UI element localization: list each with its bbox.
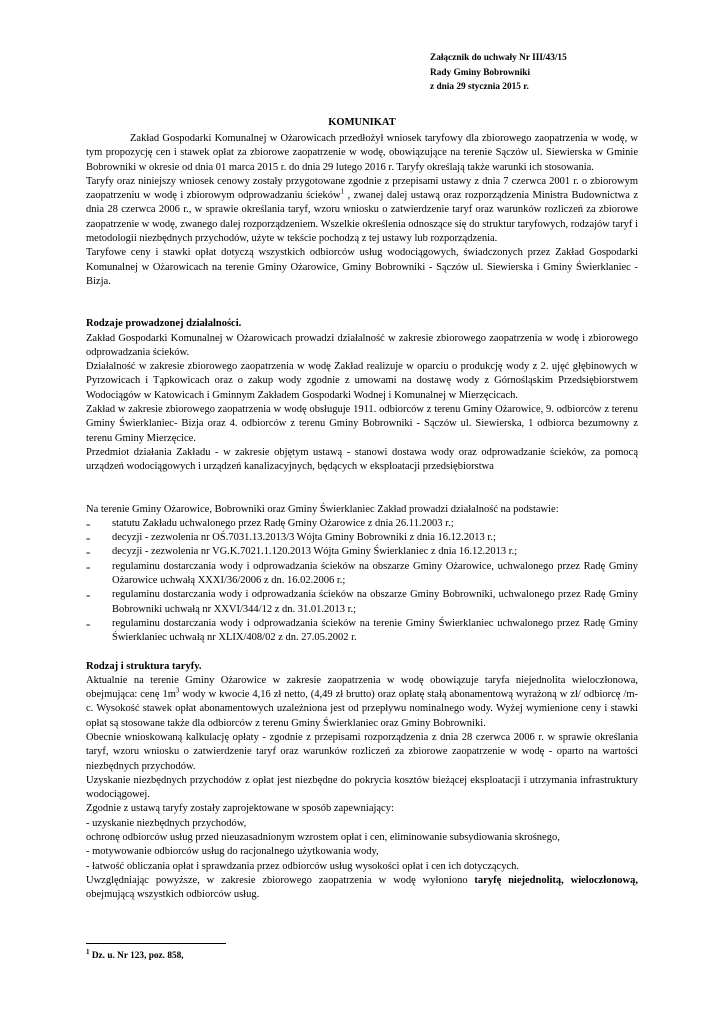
section2-p1-text-b: wody w kwocie 4,16 zł netto, (4,49 zł brutto) oraz opłatę stałą abonamentową wyrażoną w zł/ odbiorcę /m-c. Wysokość stawek opłat abonamentowych uzależniona jest od przepływu nominalnego wody. Wyżej wymienione ceny i stawki opłat są stosowane także dla odbiorców z terenu Gminy Świerklaniec oraz Gminy Bobrowniki. bbox=[86, 689, 638, 729]
intro-paragraph-3: Taryfowe ceny i stawki opłat dotyczą wszystkich odbiorców usług wodociągowych, świadczonych przez Zakład Gospodarki Komunalnej w Ożarowicach na terenie Gminy Ożarowice, Gminy Bobrowniki - Sączów ul. Siewierska i Gminy Świerklaniec - Bizja. bbox=[86, 247, 638, 287]
header-line-3: z dnia 29 stycznia 2015 r. bbox=[430, 82, 529, 92]
section1-paragraph-1: Zakład Gospodarki Komunalnej w Ożarowicach prowadzi działalność w zakresie zbiorowego zaopatrzenia w wodę i zbiorowego odprowadzania ścieków. bbox=[86, 332, 638, 358]
section2-paragraph-5 bbox=[86, 874, 638, 903]
section2-list-line: - uzyskanie niezbędnych przychodów, bbox=[86, 817, 247, 829]
basis-item: - regulaminu dostarczania wody i odprowadzania ścieków na obszarze Gminy Bobrowniki, uchwalonego przez Radę Gminy Bobrowniki uchwałą nr XXVI/344/12 z dn. 31.01.2013 r.; bbox=[86, 587, 638, 615]
section2-list-line: - motywowanie odbiorców usług do racjonalnego użytkowania wody, bbox=[86, 846, 379, 858]
intro-p2-text-a: Taryfy oraz niniejszy wniosek cenowy zostały przygotowane zgodnie z przepisami ustawy z dnia 7 czerwca 2001 r. o zbiorowym zaopatrzeniu w wodę i zbiorowym odprowadzaniu ścieków bbox=[86, 175, 638, 202]
section2-paragraph-3: Uzyskanie niezbędnych przychodów z opłat jest niezbędne do pokrycia kosztów bieżącej eksploatacji i utrzymania infrastruktury wodociągowej. bbox=[86, 774, 638, 801]
section1-paragraph-3: Zakład w zakresie zbiorowego zaopatrzenia w wodę obsługuje 1911. odbiorców z terenu Gminy Ożarowice, 9. odbiorców z terenu Gminy Świerklaniec- Bizja oraz 4. odbiorców z terenu Gminy Bobrowniki - Sączów ul. Siewierska, 1 odbiorca bezumowny z terenu Gminy Mierzęcice. bbox=[86, 404, 638, 444]
section2-p1-text-a: Aktualnie na terenie Gminy Ożarowice w zakresie zaopatrzenia w wodę obowiązuje taryfa niejednolita wieloczłonowa, obejmująca: cenę 1m bbox=[86, 674, 638, 701]
basis-item: - decyzji - zezwolenia nr OŚ.7031.13.2013/3 Wójta Gminy Bobrowniki z dnia 16.12.2013 r.; bbox=[86, 530, 496, 546]
section2-list-line: - łatwość obliczania opłat i sprawdzania przez odbiorców usług wysokości opłat i cen ich dotyczących. bbox=[86, 860, 519, 872]
footnote-separator bbox=[86, 943, 226, 944]
header-line-2: Rady Gminy Bobrowniki bbox=[430, 67, 531, 78]
intro-paragraph-2 bbox=[86, 175, 638, 246]
basis-item: - decyzji - zezwolenia nr VG.K.7021.1.120.2013 Wójta Gminy Świerklaniec z dnia 16.12.2013 r.; bbox=[86, 544, 518, 560]
section2-heading: Rodzaj i struktura taryfy. bbox=[86, 660, 202, 672]
cubic-superscript: 3 bbox=[175, 686, 180, 695]
footnote-ref: 1 bbox=[340, 187, 345, 196]
footnote-text: Dz. u. Nr 123, poz. 858, bbox=[89, 951, 184, 961]
section2-paragraph-4: Zgodnie z ustawą taryfy zostały zaprojektowane w sposób zapewniający: bbox=[86, 803, 394, 815]
basis-item: - regulaminu dostarczania wody i odprowadzania ścieków na terenie Gminy Świerklaniec uchwalonego przez Radę Gminy Świerklaniec uchwałą nr XLIX/408/02 z dn. 27.05.2002 r. bbox=[86, 615, 638, 644]
section2-p5-bold: taryfę niejednolitą, wieloczłonową, bbox=[474, 874, 638, 886]
footnote bbox=[86, 947, 184, 961]
intro-p2-text-b: , zwanej dalej ustawą oraz rozporządzenia Ministra Budownictwa z dnia 28 czerwca 2006 r., w sprawie określania taryf, wzoru wniosku o zatwierdzenie taryf oraz warunków rozliczeń za zbiorowe zaopatrzenie w wodę, zwanego dalej rozporządzeniem. Wszelkie określenia odnoszące się do struktur taryfowych, rodzajów taryf i metodologii niezbędnych przychodów, użyte w tekście pochodzą z tej ustawy lub rozporządzenia. bbox=[86, 190, 638, 245]
basis-item: - statutu Zakładu uchwalonego przez Radę Gminy Ożarowice z dnia 26.11.2003 r.; bbox=[86, 515, 454, 531]
basis-item: - regulaminu dostarczania wody i odprowadzania ścieków na obszarze Gminy Ożarowice, uchwalonego przez Radę Gminy Ożarowice uchwałą XXXI/36/2006 z dn. 16.02.2006 r.; bbox=[86, 558, 638, 587]
document-title: KOMUNIKAT bbox=[328, 117, 396, 128]
section2-p5-text-b: obejmującą wszystkich odbiorców usług. bbox=[86, 889, 260, 901]
section2-paragraph-2: Obecnie wnioskowaną kalkulację opłaty - zgodnie z przepisami rozporządzenia z dnia 28 czerwca 2006 r. w sprawie określania taryf, wzoru wniosku o zatwierdzenie taryf oraz warunków rozliczeń za zbiorowe zaopatrzenie w wodę - oparto na wartości niezbędnych przychodów. bbox=[86, 731, 638, 772]
section2-list-line: ochronę odbiorców usług przed nieuzasadnionym wzrostem opłat i cen, eliminowanie subsydiowania skrośnego, bbox=[86, 832, 560, 844]
footnote-number: 1 bbox=[86, 947, 90, 956]
section1-paragraph-2: Działalność w zakresie zbiorowego zaopatrzenia w wodę Zakład realizuje w oparciu o produkcję wody z 2. ujęć głębinowych w Pyrzowicach i Tąpkowicach oraz o zakup wody zgodnie z umowami na dostawę wody z Górnośląskim Przedsiębiorstwem Wodociągów w Katowicach i Gminnym Zakładem Gospodarki Wodnej i Komunalnej w Mierzęcicach. bbox=[86, 361, 638, 401]
intro-paragraph-1: Zakład Gospodarki Komunalnej w Ożarowicach przedłożył wniosek taryfowy dla zbiorowego zaopatrzenia w wodę, w tym propozycję cen i stawek opłat za zbiorowe zaopatrzenie w wodę, obowiązujące na terenie Sączów ul. Siewierska w Gminie Bobrowniki w okresie od dnia 01 marca 2015 r. do dnia 29 lutego 2016 r. Taryfy określają także warunki ich stosowania. bbox=[86, 133, 638, 173]
section1-paragraph-4: Przedmiot działania Zakładu - w zakresie objętym ustawą - stanowi dostawa wody oraz odprowadzanie ścieków, za pomocą urządzeń wodociągowych i urządzeń kanalizacyjnych, będących w eksploatacji przedsiębiorstwa bbox=[86, 446, 638, 473]
section1-heading: Rodzaje prowadzonej działalności. bbox=[86, 318, 242, 330]
attachment-header bbox=[430, 51, 567, 95]
document-body bbox=[86, 132, 638, 903]
section2-p5-text-a: Uwzględniając powyższe, w zakresie zbiorowego zaopatrzenia w wodę wyłoniono bbox=[86, 874, 475, 886]
header-line-1: Załącznik do uchwały Nr III/43/15 bbox=[430, 53, 567, 63]
basis-intro: Na terenie Gminy Ożarowice, Bobrowniki oraz Gminy Świerklaniec Zakład prowadzi działalność na podstawie: bbox=[86, 503, 559, 515]
section2-paragraph-1 bbox=[86, 674, 638, 731]
